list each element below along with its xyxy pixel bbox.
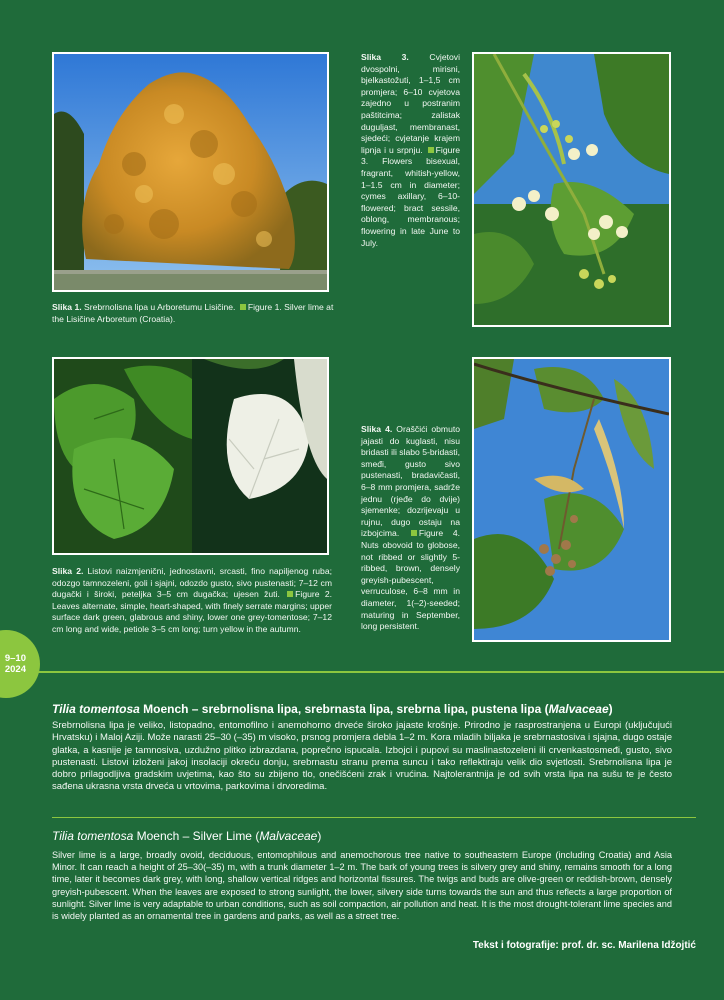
photo-silver-lime-tree xyxy=(52,52,329,292)
square-bullet-icon xyxy=(428,147,434,153)
issue-number: 9–10 xyxy=(4,653,26,664)
square-bullet-icon xyxy=(240,304,246,310)
caption-text-hr: Srebrnolisna lipa u Arboretumu Lisičine. xyxy=(84,302,236,312)
caption-text-hr: Cvjetovi dvospolni, mirisni, bjelkastožuti, 1–1,5 cm promjera; 6–10 cvjetova zajedno u postranim paštitcima; zalistak duguljast, membranast, sjedeći; cvjetanje krajem lipnja i u srpnju. xyxy=(361,52,460,155)
caption-text-en: Flowers bisexual, fragrant, whitish-yellow, 1–1.5 cm in diameter; cymes axillary, 6–10-flowered; bract sessile, oblong, membranous; flowering in late June to July. xyxy=(361,156,461,248)
title-main: Moench – srebrnolisna lipa, srebrnasta lipa, srebrna lipa, pustena lipa ( xyxy=(139,702,549,716)
caption-label-hr: Slika 2. xyxy=(52,566,84,576)
caption-label-hr: Slika 4. xyxy=(361,424,393,434)
species-name: Tilia tomentosa xyxy=(52,702,140,716)
caption-label-en: Figure 1. xyxy=(247,302,282,312)
family-name: Malvaceae xyxy=(548,702,609,716)
photo-flowers xyxy=(472,52,671,327)
photo-leaves xyxy=(52,357,329,555)
caption-label-en: Figure 3. xyxy=(361,144,461,167)
caption-label-hr: Slika 1. xyxy=(52,302,82,312)
caption-text-hr: Oraščići obmuto jajasti do kuglasti, nisu bridasti ili slabo 5-bridasti, smeđi, gusto sivo pustenasti, bradavičasti, 6–8 mm promjera, sadrže jednu (rjeđe do dvije) sjemenke; dozrijevaju u rujnu, dugo ostaju na izbojcima. xyxy=(361,424,461,539)
family-name: Malvaceae xyxy=(259,829,318,843)
caption-text-en: Silver lime at the Lisičine Arboretum (Croatia). xyxy=(52,302,334,324)
caption-label-hr: Slika 3. xyxy=(361,52,409,62)
divider xyxy=(38,671,724,673)
article-title-en xyxy=(52,829,321,843)
caption-text-en: Leaves alternate, simple, heart-shaped, with finely serrate margins; upper surface dark green, glabrous and shiny, lower one grey-tomentose; 7–12 cm long and wide, petiole 3–5 cm long; turn yellow in the autumn. xyxy=(52,600,332,634)
title-main: Moench – Silver Lime ( xyxy=(133,829,260,843)
caption-text-en: Nuts obovoid to globose, not ribbed or slightly 5-ribbed, brown, densely greyish-pubescent, verruculose, 6–8 mm in diameter, 1(–2)-seeded; maturing in September, long persistent. xyxy=(361,539,460,632)
caption-text-hr: Listovi naizmjenični, jednostavni, srcasti, fino napiljenog ruba; odozgo tamnozeleni, goli i sjajni, odozdo gusto, sivo pustenasti; 7–12 cm dugački i široki, peteljka 3–5 cm dugačka; ujesen žuti. xyxy=(52,566,332,600)
article-body-hr: Srebrnolisna lipa je veliko, listopadno, entomofilno i anemohorno drveće široko jajaste krošnje. Prirodno je rasprostranjena u Europi (uključujući Hrvatsku) i Maloj Aziji. Može narasti 25–30 (–35) m visoko, prsnog promjera debla 1–2 m. Kora mladih biljaka je srebrnastosiva i sjajna, dugo ostaje glatka, a kasnije je tamnosiva, uzdužno plitko izbrazdana, poprečno ispucala. Izbojci i pupovi su maslinastozeleni ili crvenkastosmeđi, gusto, sivo pustenasti. Listovi izloženi jakoj insolaciji okreću donju, srebrnastu stranu prema suncu i tako reflektiraju velik dio svjetlosti. Srebrnolisna lipa je dobro prilagodljiva gradskim uvjetima, kao što su zbijeno tlo, onečišćeni zrak i vrućina. Najtolerantnija je od svih vrsta lipa na sušu te je često sađena ukrasna vrsta drveća u vrtovima, parkovima i drvoredima. xyxy=(52,720,672,793)
species-name: Tilia tomentosa xyxy=(52,829,134,843)
caption-figure-2 xyxy=(52,566,332,636)
title-end: ) xyxy=(317,829,322,843)
photo-credit: Tekst i fotografije: prof. dr. sc. Marilena Idžojtić xyxy=(472,940,696,951)
divider xyxy=(52,817,696,818)
caption-label-en: Figure 2. xyxy=(295,589,332,600)
caption-figure-1 xyxy=(52,302,337,325)
square-bullet-icon xyxy=(411,530,417,536)
photo-nuts xyxy=(472,357,671,642)
issue-year: 2024 xyxy=(4,664,26,675)
caption-figure-3 xyxy=(361,52,460,249)
article-body-en: Silver lime is a large, broadly ovoid, deciduous, entomophilous and anemochorous tree native to southeastern Europe (including Croatia) and Asia Minor. It can reach a height of 25–30(–35) m, with a trunk diameter 1–2 m. The bark of young trees is silvery grey and shiny, remains smooth for a long time, later it becomes dark grey, with long, shallow vertical ridges and horizontal fissures. The twigs and buds are olive-green or reddish-brown, densely greyish-pubescent. When the leaves are exposed to strong sunlight, the lower, silvery side turns towards the sun and thus reflects a large proportion of sunlight. Silver lime is very adaptable to urban conditions, such as soil compaction, air pollution and heat. It is the most drought-tolerant lime species and is widely planted as an ornamental tree in gardens and parks, as well as a street tree. xyxy=(52,850,672,922)
caption-figure-4 xyxy=(361,424,460,633)
caption-label-en: Figure 4. xyxy=(418,528,460,539)
title-end: ) xyxy=(608,702,613,716)
issue-badge xyxy=(0,630,40,698)
article-title-hr xyxy=(52,702,613,716)
square-bullet-icon xyxy=(287,591,293,597)
